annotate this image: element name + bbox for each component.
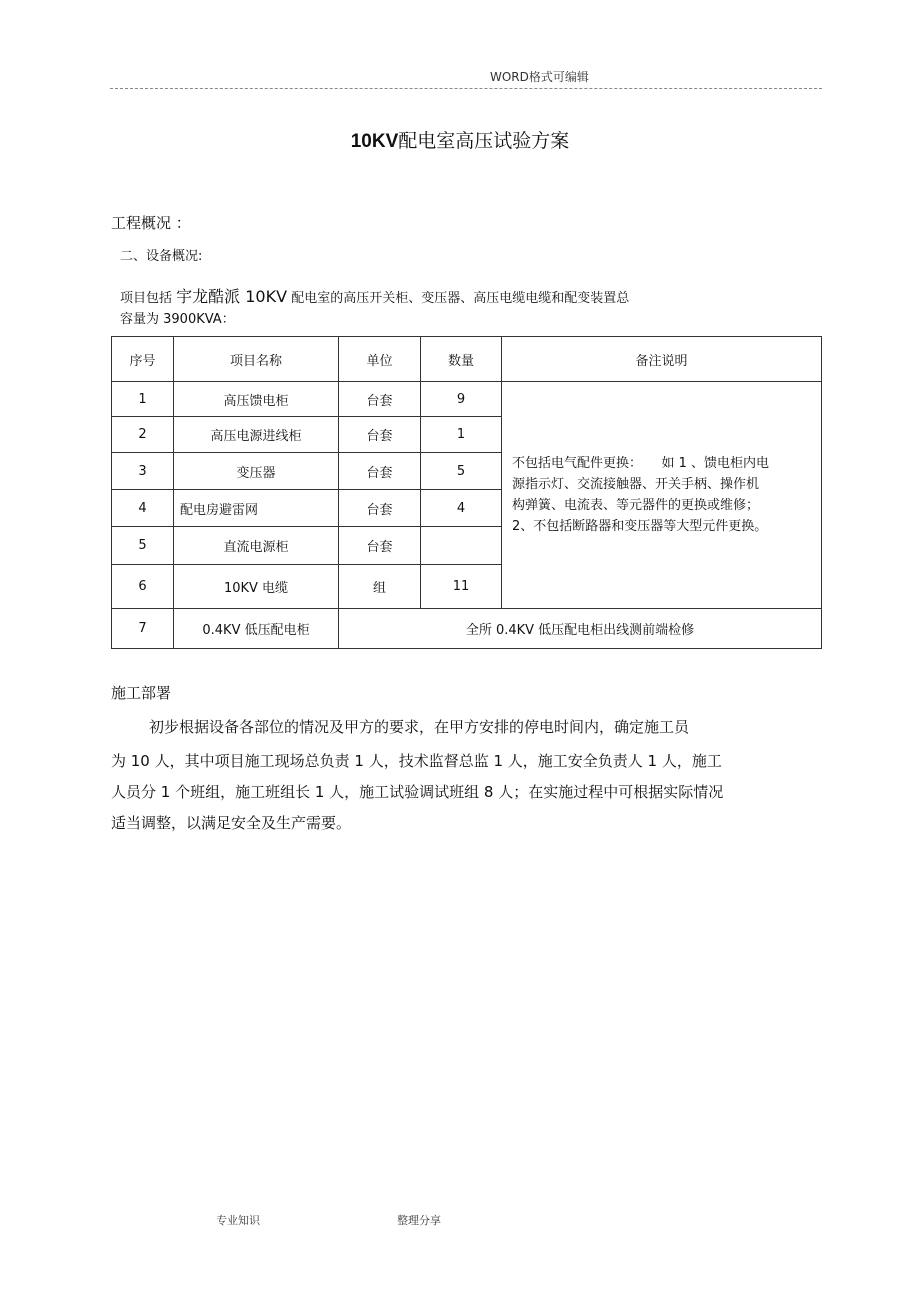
cell-unit: 组 <box>339 565 421 609</box>
header-cell-unit: 单位 <box>339 337 421 382</box>
document-title <box>0 126 920 153</box>
header-cell-remarks: 备注说明 <box>502 337 822 382</box>
cell-name: 直流电源柜 <box>174 527 339 565</box>
cell-qty: 1 <box>421 417 502 453</box>
page-header: WORD格式可编辑 <box>490 70 589 84</box>
cell-name: 0.4KV 低压配电柜 <box>174 609 339 649</box>
remark-line: 源指示灯、交流接触器、开关手柄、操作机 <box>512 477 760 492</box>
cell-name: 配电房避雷网 <box>174 490 339 527</box>
cell-no: 5 <box>112 527 174 565</box>
cell-qty: 4 <box>421 490 502 527</box>
remark-line: 不包括电气配件更换： 如 1 、馈电柜内电 <box>512 456 770 471</box>
table-row-last <box>112 609 822 649</box>
section-heading-overview: 工程概况 ： <box>111 214 191 232</box>
deployment-paragraph <box>111 712 823 839</box>
section-heading-equipment: 二、设备概况: <box>120 249 203 264</box>
cell-no: 7 <box>112 609 174 649</box>
header-cell-qty: 数量 <box>421 337 502 382</box>
cell-description: 全所 0.4KV 低压配电柜出线测前端检修 <box>339 609 822 649</box>
cell-no: 2 <box>112 417 174 453</box>
footer-right-text: 整理分享 <box>397 1214 441 1227</box>
cell-name: 变压器 <box>174 453 339 490</box>
cell-unit: 台套 <box>339 490 421 527</box>
equipment-table <box>111 336 822 649</box>
remark-line: 构弹簧、电流表、等元器件的更换或维修； <box>512 498 760 513</box>
footer-left-text: 专业知识 <box>216 1214 260 1227</box>
title-bold-part: 10KV <box>350 131 399 152</box>
cell-no: 1 <box>112 382 174 417</box>
paragraph-line: 适当调整，以满足安全及生产需要。 <box>111 814 352 832</box>
table-row <box>112 382 822 417</box>
paragraph-line: 为 10 人，其中项目施工现场总负责 1 人，技术监督总监 1 人，施工安全负责人 1 人，施工 <box>111 752 722 770</box>
intro-highlight: 宇龙酷派 10KV <box>176 287 288 306</box>
paragraph-line: 人员分 1 个班组，施工班组长 1 人，施工试验调试班组 8 人；在实施过程中可根据实际情况 <box>111 783 724 801</box>
remarks-cell <box>502 382 822 609</box>
cell-qty <box>421 527 502 565</box>
intro-suffix: 配电室的高压开关柜、变压器、高压电缆电缆和配变装置总 <box>291 291 630 306</box>
cell-qty: 11 <box>421 565 502 609</box>
cell-no: 6 <box>112 565 174 609</box>
paragraph-line: 初步根据设备各部位的情况及甲方的要求，在甲方安排的停电时间内，确定施工员 <box>149 718 690 736</box>
header-cell-no: 序号 <box>112 337 174 382</box>
cell-unit: 台套 <box>339 527 421 565</box>
cell-no: 3 <box>112 453 174 490</box>
cell-name: 10KV 电缆 <box>174 565 339 609</box>
cell-no: 4 <box>112 490 174 527</box>
header-divider <box>110 88 822 89</box>
cell-qty: 5 <box>421 453 502 490</box>
cell-unit: 台套 <box>339 417 421 453</box>
intro-line-1 <box>120 284 629 307</box>
cell-qty: 9 <box>421 382 502 417</box>
cell-unit: 台套 <box>339 453 421 490</box>
cell-name: 高压电源进线柜 <box>174 417 339 453</box>
title-rest: 配电室高压试验方案 <box>398 130 570 152</box>
header-cell-name: 项目名称 <box>174 337 339 382</box>
intro-line-2: 容量为 3900KVA： <box>120 312 235 327</box>
intro-prefix: 项目包括 <box>120 291 173 306</box>
remark-line: 2、不包括断路器和变压器等大型元件更换。 <box>512 519 768 534</box>
table-header-row <box>112 337 822 382</box>
section-heading-deployment: 施工部署 <box>111 684 172 702</box>
cell-name: 高压馈电柜 <box>174 382 339 417</box>
cell-unit: 台套 <box>339 382 421 417</box>
